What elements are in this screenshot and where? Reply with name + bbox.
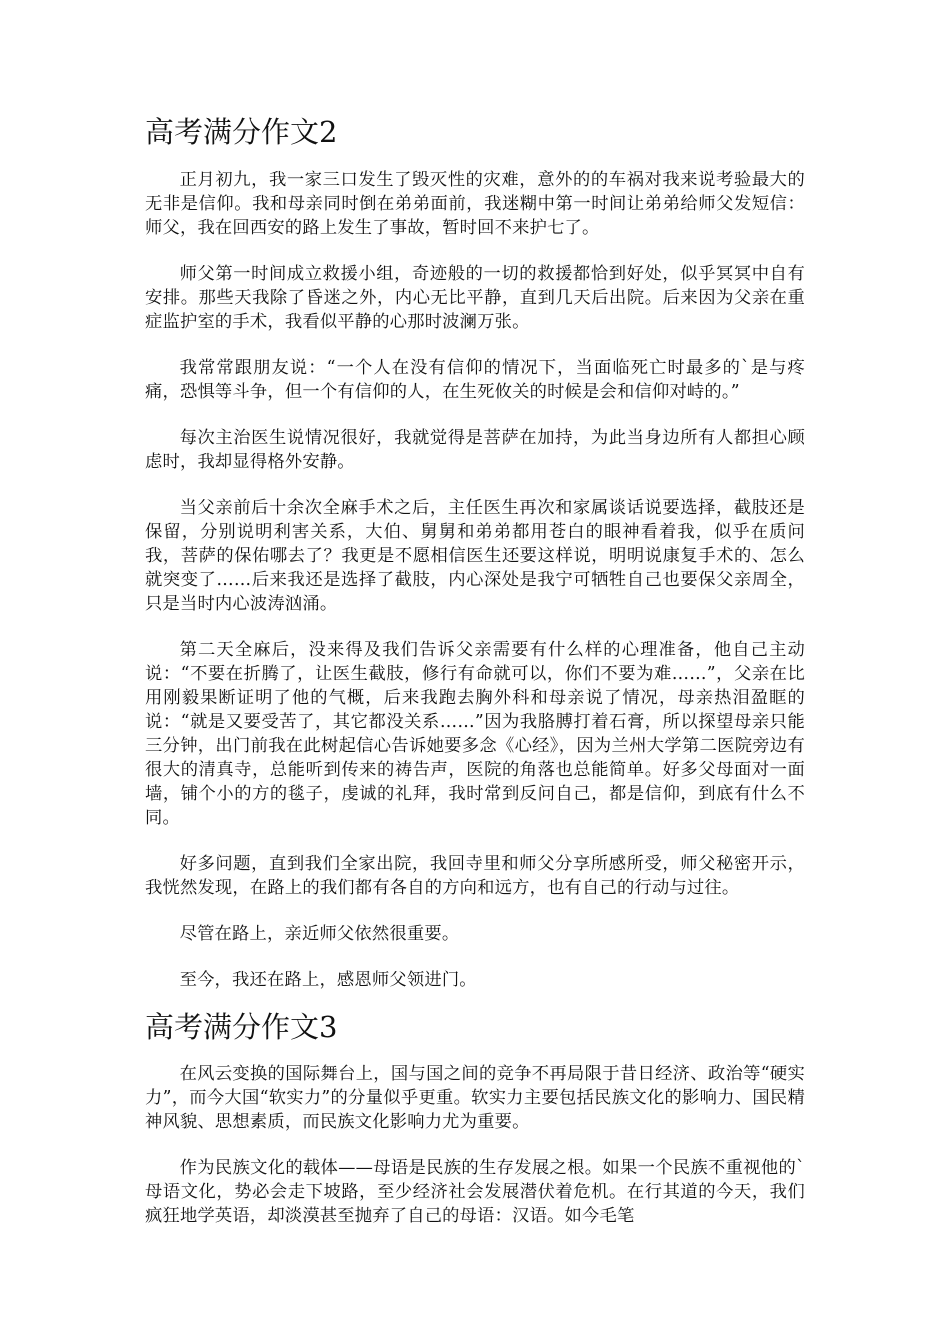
essay2-paragraph: 正月初九，我一家三口发生了毁灭性的灾难，意外的的车祸对我来说考验最大的无非是信仰。我和母亲同时倒在弟弟面前，我迷糊中第一时间让弟弟给师父发短信：师父，我在回西安的路上发生了事故，暂时回不来护七了。	[145, 170, 805, 238]
essay2-paragraph: 每次主治医生说情况很好，我就觉得是菩萨在加持，为此当身边所有人都担心顾虑时，我却显得格外安静。	[145, 428, 805, 472]
essay2-paragraph: 至今，我还在路上，感恩师父领进门。	[179, 970, 477, 990]
essay2-paragraph: 第二天全麻后，没来得及我们告诉父亲需要有什么样的心理准备，他自己主动说：“不要在折腾了，让医生截肢，修行有命就可以，你们不要为难……”，父亲在比用刚毅果断证明了他的气概，后来我跑去胸外科和母亲说了情况，母亲热泪盈眶的说：“就是又要受苦了，其它都没关系……”因为我胳膊打着石膏，所以探望母亲只能三分钟，出门前我在此树起信心告诉她要多念《心经》，因为兰州大学第二医院旁边有很大的清真寺，总能听到传来的祷告声，医院的角落也总能简单。好多父母面对一面墙，铺个小的方的毯子，虔诚的礼拜，我时常到反问自己，都是信仰，到底有什么不同。	[145, 640, 805, 828]
essay2-paragraph: 师父第一时间成立救援小组，奇迹般的一切的救援都恰到好处，似乎冥冥中自有安排。那些天我除了昏迷之外，内心无比平静，直到几天后出院。后来因为父亲在重症监护室的手术，我看似平静的心那时波澜万张。	[145, 264, 805, 332]
essay2-title: 高考满分作文2	[145, 115, 338, 149]
essay3-title: 高考满分作文3	[145, 1010, 338, 1044]
essay2-paragraph: 好多问题，直到我们全家出院，我回寺里和师父分享所感所受，师父秘密开示，我恍然发现，在路上的我们都有各自的方向和远方，也有自己的行动与过往。	[145, 854, 805, 898]
essay3-paragraph: 作为民族文化的载体——母语是民族的生存发展之根。如果一个民族不重视他的`母语文化，势必会走下坡路，至少经济社会发展潜伏着危机。在行其道的今天，我们疯狂地学英语，却淡漠甚至抛弃了自己的母语：汉语。如今毛笔	[145, 1158, 805, 1226]
essay3-body	[145, 1062, 805, 1250]
essay2-paragraph: 尽管在路上，亲近师父依然很重要。	[179, 924, 460, 944]
essay3-paragraph: 在风云变换的国际舞台上，国与国之间的竞争不再局限于昔日经济、政治等“硬实力”，而今大国“软实力”的分量似乎更重。软实力主要包括民族文化的影响力、国民精神风貌、思想素质，而民族文化影响力尤为重要。	[145, 1064, 805, 1132]
essay2-paragraph: 当父亲前后十余次全麻手术之后，主任医生再次和家属谈话说要选择，截肢还是保留，分别说明利害关系，大伯、舅舅和弟弟都用苍白的眼神看着我，似乎在质问我，菩萨的保佑哪去了？我更是不愿相信医生还要这样说，明明说康复手术的、怎么就突变了……后来我还是选择了截肢，内心深处是我宁可牺牲自己也要保父亲周全，只是当时内心波涛汹涌。	[145, 498, 805, 614]
essay2-body	[145, 168, 805, 1014]
essay2-paragraph: 我常常跟朋友说：“一个人在没有信仰的情况下，当面临死亡时最多的`是与疼痛，恐惧等斗争，但一个有信仰的人，在生死攸关的时候是会和信仰对峙的。”	[145, 358, 805, 402]
